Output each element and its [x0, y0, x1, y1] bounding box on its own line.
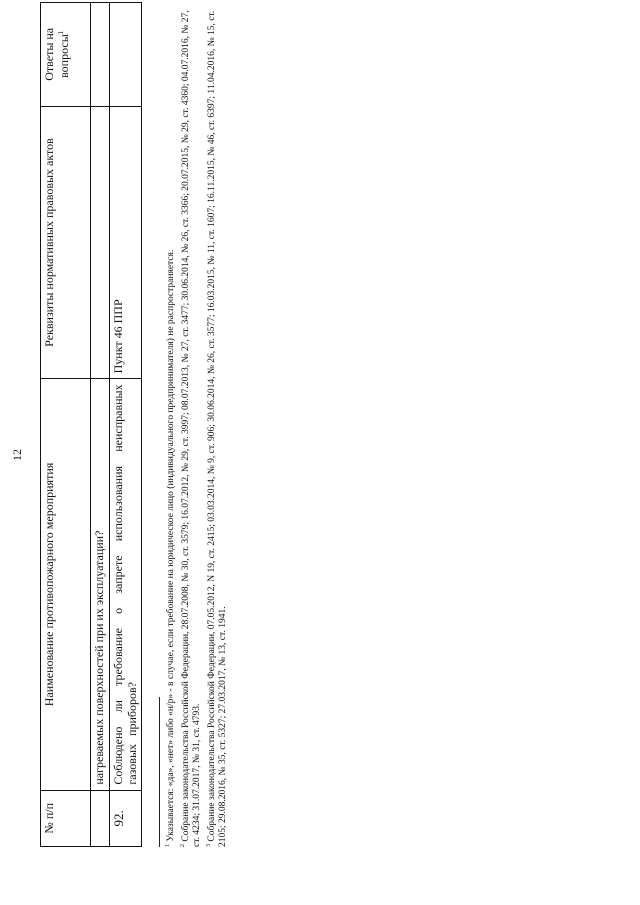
- footnote-mark: 2: [179, 844, 186, 847]
- cell-empty: [91, 3, 110, 107]
- table-row: [109, 3, 142, 847]
- footnote-text: Собрание законодательства Российской Федерации, 28.07.2008, № 30, ст. 3579; 16.07.2012, № 29, ст. 3997; 08.07.2013, № 27, ст. 3477; 30.06.2014, № 26, ст. 3366; 20.07.2015, № 29, ст. 4360; 04.07.2016, № 27, ст. 4234; 31.07.2017, № 31, ст. 4793.: [180, 10, 203, 847]
- page-number: 12: [10, 449, 24, 461]
- footnote-mark: 1: [165, 844, 171, 847]
- measures-table: [40, 2, 142, 847]
- footnote-text: Указывается: «да», «нет» либо «н/р» - в случае, если требование на юридическое лицо (индивидуального предпринимателя) не распространяется.: [166, 249, 177, 842]
- footnote-mark: 3: [205, 844, 212, 847]
- footnotes: [163, 2, 230, 847]
- cell-continuation-text: нагреваемых поверхностей при их эксплуатации?: [91, 379, 110, 790]
- footnote-item: [178, 2, 204, 847]
- cell-answer: [109, 3, 142, 107]
- cell-empty: [91, 106, 110, 379]
- header-answers-footnote-ref: 1: [56, 30, 65, 35]
- cell-requisites: Пункт 46 ППР: [109, 106, 142, 379]
- cell-row-number: 92.: [109, 790, 142, 846]
- header-measure: Наименование противопожарного мероприятия: [41, 379, 91, 790]
- header-answers-label: Ответы на вопросы: [42, 27, 71, 81]
- table-header-row: [41, 3, 91, 847]
- footnote-divider: [159, 697, 160, 847]
- header-number: № п/п: [41, 790, 91, 846]
- footnote-item: [204, 2, 230, 847]
- table-row-continuation: [91, 3, 110, 847]
- header-answers: [41, 3, 91, 107]
- header-requisites: Реквизиты нормативных правовых актов: [41, 106, 91, 379]
- cell-measure: Соблюдено ли требование о запрете использования неисправных газовых приборов?: [109, 379, 142, 790]
- footnote-text: Собрание законодательства Российской Федерации, 07.05.2012, N 19, ст. 2415; 03.03.2014, № 9, ст. 906; 30.06.2014, № 26, ст. 3577; 16.03.2015, № 11, ст. 1607; 16.11.2015, № 46, ст. 6397; 11.04.2016, № 15, ст. 2105; 29.08.2016, № 35, ст. 5327; 27.03.2017, № 13, ст. 1941.: [206, 10, 229, 847]
- cell-empty: [91, 790, 110, 846]
- footnote-item: [163, 2, 178, 847]
